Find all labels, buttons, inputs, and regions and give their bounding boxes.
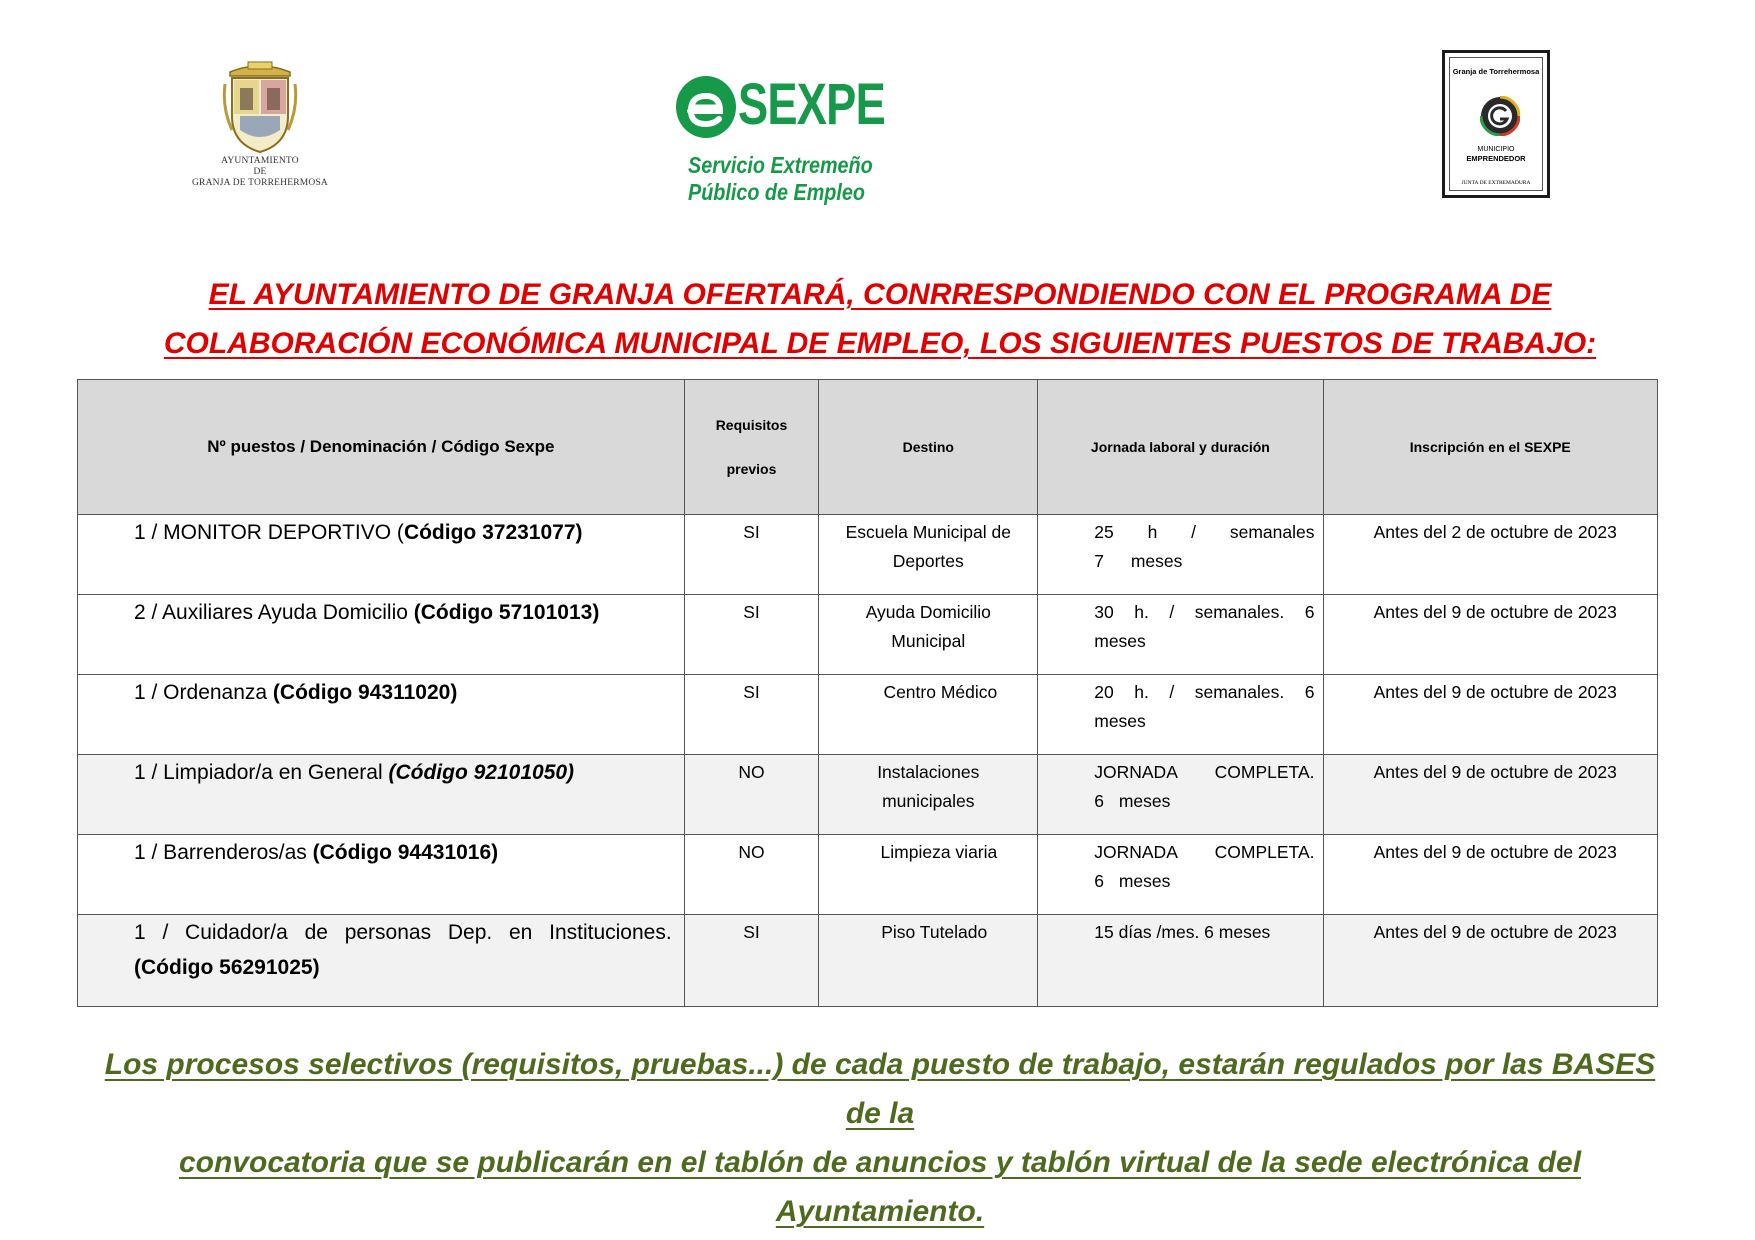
footer-note: [85, 1040, 1675, 1236]
header-puesto: Nº puestos / Denominación / Código Sexpe: [78, 380, 685, 515]
ayuntamiento-line-1: AYUNTAMIENTO: [221, 156, 299, 166]
header-jornada: Jornada laboral y duración: [1038, 380, 1323, 515]
heading-line-2: COLABORACIÓN ECONÓMICA MUNICIPAL DE EMPLEO, LOS SIGUIENTES PUESTOS DE TRABAJO:: [163, 327, 1597, 360]
cell-requisitos: SI: [684, 915, 819, 1007]
muni-line-2: EMPRENDEDOR: [1466, 154, 1526, 163]
footer-line-2: convocatoria que se publicarán en el tablón de anuncios y tablón virtual de la sede electrónica del Ayuntamiento.: [178, 1146, 1582, 1228]
cell-puesto: [78, 915, 685, 1007]
header-requisitos-line-1: Requisitos: [715, 417, 788, 433]
table-row: [78, 835, 1658, 915]
sexpe-subtitle-2: Público de Empleo: [688, 179, 865, 205]
cell-puesto: [78, 515, 685, 595]
cell-destino: Piso Tutelado: [819, 915, 1038, 1007]
header-requisitos: [684, 380, 819, 515]
cell-jornada: 15 días /mes. 6 meses: [1038, 915, 1323, 1007]
heading-line-1: EL AYUNTAMIENTO DE GRANJA OFERTARÁ, CONRRESPONDIENDO CON EL PROGRAMA DE: [208, 278, 1552, 311]
sexpe-subtitle-1: Servicio Extremeño: [688, 152, 873, 178]
puesto-text: 1 / Barrenderos/as: [134, 841, 313, 864]
cell-puesto: [78, 595, 685, 675]
header-requisitos-line-2: previos: [726, 461, 777, 477]
cell-inscripcion: Antes del 9 de octubre de 2023: [1323, 755, 1658, 835]
cell-inscripcion: Antes del 9 de octubre de 2023: [1323, 835, 1658, 915]
codigo-text: Código 37231077): [403, 521, 583, 544]
puesto-text: 1 / Ordenanza: [134, 681, 273, 704]
puesto-text: 1 / Cuidador/a de personas Dep. en Instituciones.: [134, 921, 672, 944]
cell-destino: Ayuda Domicilio Municipal: [819, 595, 1038, 675]
municipio-emprendedor-logo: [1442, 50, 1550, 198]
puesto-text: 1 / Limpiador/a en General: [134, 761, 389, 784]
cell-requisitos: SI: [684, 595, 819, 675]
cell-inscripcion: Antes del 9 de octubre de 2023: [1323, 675, 1658, 755]
sexpe-e-icon: [674, 74, 738, 140]
cell-requisitos: SI: [684, 515, 819, 595]
cell-puesto: [78, 675, 685, 755]
puesto-text: 2 / Auxiliares Ayuda Domicilio: [134, 601, 414, 624]
emprendedor-badge-icon: [1480, 96, 1520, 136]
table-row: [78, 755, 1658, 835]
table-row: [78, 675, 1658, 755]
cell-jornada: JORNADA COMPLETA. 6 meses: [1038, 755, 1323, 835]
cell-inscripcion: Antes del 9 de octubre de 2023: [1323, 595, 1658, 675]
puesto-text: 1 / MONITOR DEPORTIVO (: [134, 521, 404, 544]
sexpe-word: SEXPE: [738, 72, 885, 137]
footer-line-1-text: Los procesos selectivos (requisitos, pruebas...) de cada puesto de trabajo, estarán regulados por las BASES de la: [104, 1048, 1656, 1130]
codigo-text: (Código 92101050): [388, 761, 575, 784]
cell-requisitos: NO: [684, 835, 819, 915]
sexpe-logo: [672, 72, 892, 207]
table-row: [78, 515, 1658, 595]
muni-line-3: JUNTA DE EXTREMADURA: [1461, 180, 1531, 186]
page-heading: [150, 270, 1610, 368]
codigo-text: (Código 57101013): [413, 601, 600, 624]
table-row: [78, 915, 1658, 1007]
cell-jornada: 25 h / semanales 7 meses: [1038, 515, 1323, 595]
cell-destino: Centro Médico: [819, 675, 1038, 755]
cell-jornada: 30 h. / semanales. 6 meses: [1038, 595, 1323, 675]
cell-jornada: JORNADA COMPLETA. 6 meses: [1038, 835, 1323, 915]
cell-inscripcion: Antes del 2 de octubre de 2023: [1323, 515, 1658, 595]
table-header-row: [78, 380, 1658, 515]
header-inscripcion: Inscripción en el SEXPE: [1323, 380, 1658, 515]
codigo-text: (Código 56291025): [134, 956, 320, 979]
cell-jornada: 20 h. / semanales. 6 meses: [1038, 675, 1323, 755]
cell-destino: Instalaciones municipales: [819, 755, 1038, 835]
footer-line-1: [85, 1040, 1675, 1138]
cell-inscripcion: Antes del 9 de octubre de 2023: [1323, 915, 1658, 1007]
header-destino: Destino: [819, 380, 1038, 515]
cell-puesto: [78, 835, 685, 915]
table-row: [78, 595, 1658, 675]
ayuntamiento-line-3: GRANJA DE TORREHERMOSA: [191, 178, 328, 188]
cell-requisitos: NO: [684, 755, 819, 835]
codigo-text: (Código 94311020): [272, 681, 458, 704]
ayuntamiento-line-2: DE: [253, 167, 267, 177]
coat-of-arms-icon: [220, 58, 300, 154]
job-offers-table: [77, 379, 1658, 1007]
muni-top-text: Granja de Torrehermosa: [1452, 67, 1540, 76]
cell-requisitos: SI: [684, 675, 819, 755]
cell-destino: Limpieza viaria: [819, 835, 1038, 915]
muni-line-1: MUNICIPIO: [1477, 146, 1515, 153]
ayuntamiento-logo: [175, 58, 345, 198]
cell-destino: Escuela Municipal de Deportes: [819, 515, 1038, 595]
cell-puesto: [78, 755, 685, 835]
codigo-text: (Código 94431016): [312, 841, 499, 864]
